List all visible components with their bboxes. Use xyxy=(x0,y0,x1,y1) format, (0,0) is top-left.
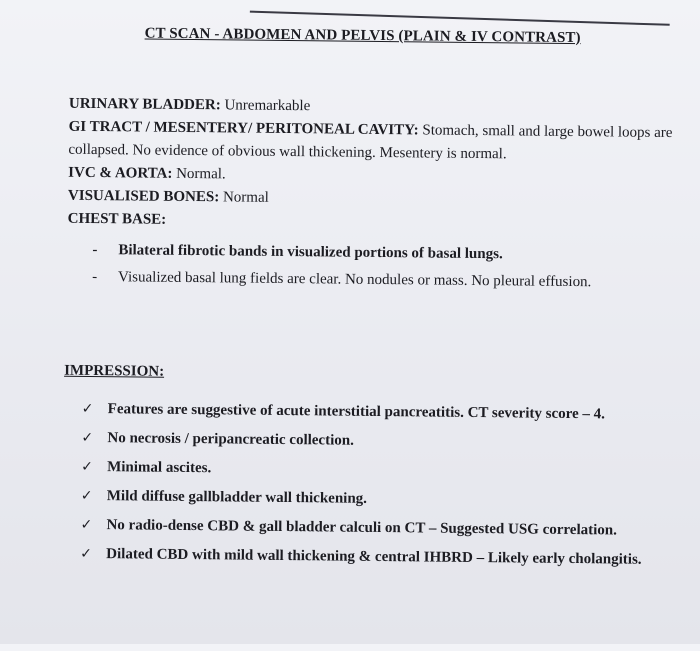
finding-text: Normal. xyxy=(176,166,226,183)
impression-heading: IMPRESSION: xyxy=(64,363,164,381)
list-item xyxy=(81,428,691,454)
finding-label: CHEST BASE: xyxy=(68,211,167,228)
list-item-text: Minimal ascites. xyxy=(107,459,211,476)
findings-section xyxy=(67,93,679,297)
list-item-text: No necrosis / peripancreatic collection. xyxy=(107,430,354,449)
checkmark-icon: ✓ xyxy=(80,515,92,535)
checkmark-icon: ✓ xyxy=(81,457,93,477)
list-item xyxy=(80,515,690,541)
finding-text: Unremarkable xyxy=(224,97,310,114)
list-item-text: No radio-dense CBD & gall bladder calculi on CT – Suggested USG correlation. xyxy=(106,517,617,538)
dash-bullet: - xyxy=(92,264,97,291)
finding-text: Stomach, small and large bowel loops are collapsed. No evidence of obvious wall thickening. Mesentery is normal. xyxy=(68,122,672,162)
list-item-text: Bilateral fibrotic bands in visualized portions of basal lungs. xyxy=(118,242,503,262)
chest-base-list xyxy=(67,237,678,297)
finding-text: Normal xyxy=(223,189,269,205)
list-item xyxy=(82,399,692,425)
list-item-text: Mild diffuse gallbladder wall thickening. xyxy=(107,488,367,507)
checkmark-icon: ✓ xyxy=(81,428,93,448)
list-item xyxy=(67,264,677,297)
list-item xyxy=(80,544,690,570)
checkmark-icon: ✓ xyxy=(82,399,94,419)
finding-gi-tract xyxy=(68,116,678,168)
list-item xyxy=(81,457,691,483)
top-divider xyxy=(250,11,670,26)
list-item-text: Visualized basal lung fields are clear. No nodules or mass. No pleural effusion. xyxy=(118,269,591,290)
dash-bullet: - xyxy=(92,237,97,264)
list-item-text: Features are suggestive of acute interstitial pancreatitis. CT severity score – 4. xyxy=(108,401,605,422)
finding-label: GI TRACT / MESENTERY/ PERITONEAL CAVITY: xyxy=(69,119,419,139)
finding-label: VISUALISED BONES: xyxy=(68,188,219,206)
checkmark-icon: ✓ xyxy=(80,544,92,564)
report-title: CT SCAN - ABDOMEN AND PELVIS (PLAIN & IV CONTRAST) xyxy=(145,26,581,48)
list-item-text: Dilated CBD with mild wall thickening & central IHBRD – Likely early cholangitis. xyxy=(106,546,642,568)
list-item xyxy=(81,486,691,512)
finding-label: IVC & AORTA: xyxy=(68,165,172,182)
impression-list xyxy=(80,399,692,579)
finding-label: URINARY BLADDER: xyxy=(69,96,221,114)
checkmark-icon: ✓ xyxy=(81,486,93,506)
